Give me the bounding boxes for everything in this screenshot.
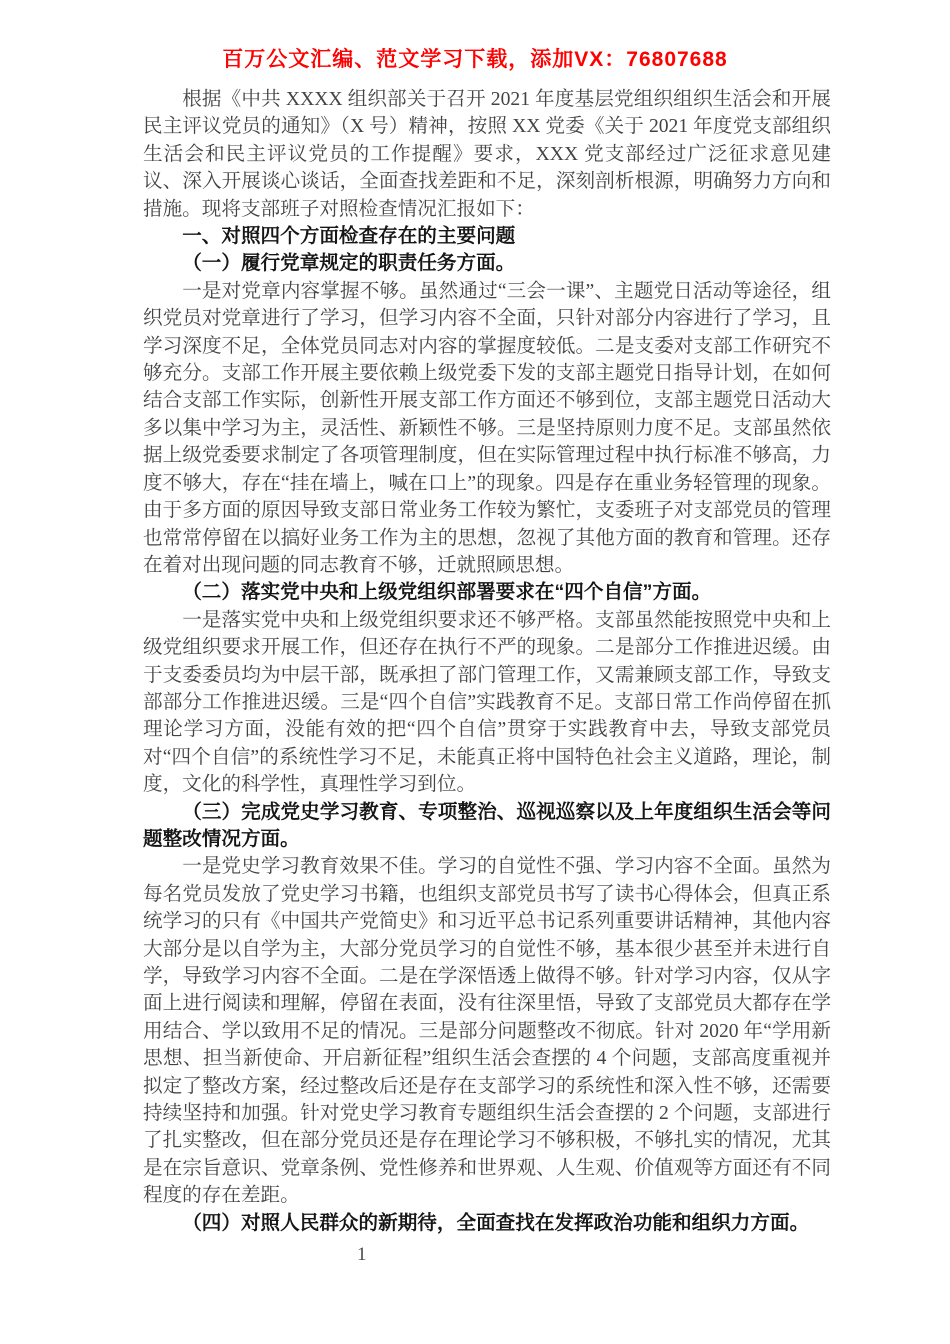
paragraph: 根据《中共 XXXX 组织部关于召开 2021 年度基层党组织组织生活会和开展民主评议党员的通知》（X 号）精神，按照 XX 党委《关于 2021 年度党支部组织生活会和民主评议党员的工作提醒》要求，XXX 党支部经过广泛征求意见建议、深入开展谈心谈话，全面查找差距和不足，深刻剖析根源，明确努力方向和措施。现将支部班子对照检查情况汇报如下： [143,89,831,220]
section-heading: 一、对照四个方面检查存在的主要问题 [182,225,516,248]
paragraph: 一是对党章内容掌握不够。虽然通过“三会一课”、主题党日活动等途径，组织党员对党章进行了学习，但学习内容不全面，只针对部分内容进行了学习，且学习深度不足，全体党员同志对内容的掌握度较低。二是支委对支部工作研究不够充分。支部工作开展主要依赖上级党委下发的支部主题党日指导计划，在如何结合支部工作实际，创新性开展支部工作方面还不够到位，支部主题党日活动大多以集中学习为主，灵活性、新颖性不够。三是坚持原则力度不足。支部虽然依据上级党委要求制定了各项管理制度，但在实际管理过程中执行标准不够高，力度不够大，存在“挂在墙上，喊在口上”的现象。四是存在重业务轻管理的现象。由于多方面的原因导致支部日常业务工作较为繁忙，支委班子对支部党员的管理也常常停留在以搞好业务工作为主的思想，忽视了其他方面的教育和管理。还存在着对出现问题的同志教育不够，迁就照顾思想。 [143,280,831,576]
document-body [143,86,831,1237]
promo-banner: 百万公文汇编、范文学习下载，添加VX：76807688 [222,48,728,71]
section-heading: （三）完成党史学习教育、专项整治、巡视巡察以及上年度组织生活会等问题整改情况方面。 [143,800,831,850]
paragraph: 一是党史学习教育效果不佳。学习的自觉性不强、学习内容不全面。虽然为每名党员发放了党史学习书籍，也组织支部党员书写了读书心得体会，但真正系统学习的只有《中国共产党简史》和习近平总书记系列重要讲话精神，其他内容大部分是以自学为主，大部分党员学习的自觉性不够，基本很少甚至并未进行自学，导致学习内容不全面。二是在学深悟透上做得不够。针对学习内容，仅从字面上进行阅读和理解，停留在表面，没有往深里悟，导致了支部党员大都存在学用结合、学以致用不足的情况。三是部分问题整改不彻底。针对 2020 年“学用新思想、担当新使命、开启新征程”组织生活会查摆的 4 个问题，支部高度重视并拟定了整改方案，经过整改后还是存在支部学习的系统性和深入性不够，还需要持续坚持和加强。针对党史学习教育专题组织生活会查摆的 2 个问题，支部进行了扎实整改，但在部分党员还是存在理论学习不够积极，不够扎实的情况，尤其是在宗旨意识、党章条例、党性修养和世界观、人生观、价值观等方面还有不同程度的存在差距。 [143,856,831,1207]
section-heading: （一）履行党章规定的职责任务方面。 [182,252,516,275]
section-heading: （二）落实党中央和上级党组织部署要求在“四个自信”方面。 [182,581,712,604]
section-heading: （四）对照人民群众的新期待，全面查找在发挥政治功能和组织力方面。 [182,1211,810,1234]
paragraph: 一是落实党中央和上级党组织要求还不够严格。支部虽然能按照党中央和上级党组织要求开展工作，但还存在执行不严的现象。二是部分工作推进迟缓。由于支委委员均为中层干部，既承担了部门管理工作，又需兼顾支部工作，导致支部部分工作推进迟缓。三是“四个自信”实践教育不足。支部日常工作尚停留在抓理论学习方面，没能有效的把“四个自信”贯穿于实践教育中去，导致支部党员对“四个自信”的系统性学习不足，未能真正将中国特色社会主义道路，理论，制度，文化的科学性，真理性学习到位。 [143,609,831,796]
page-number: 1 [357,1244,367,1265]
